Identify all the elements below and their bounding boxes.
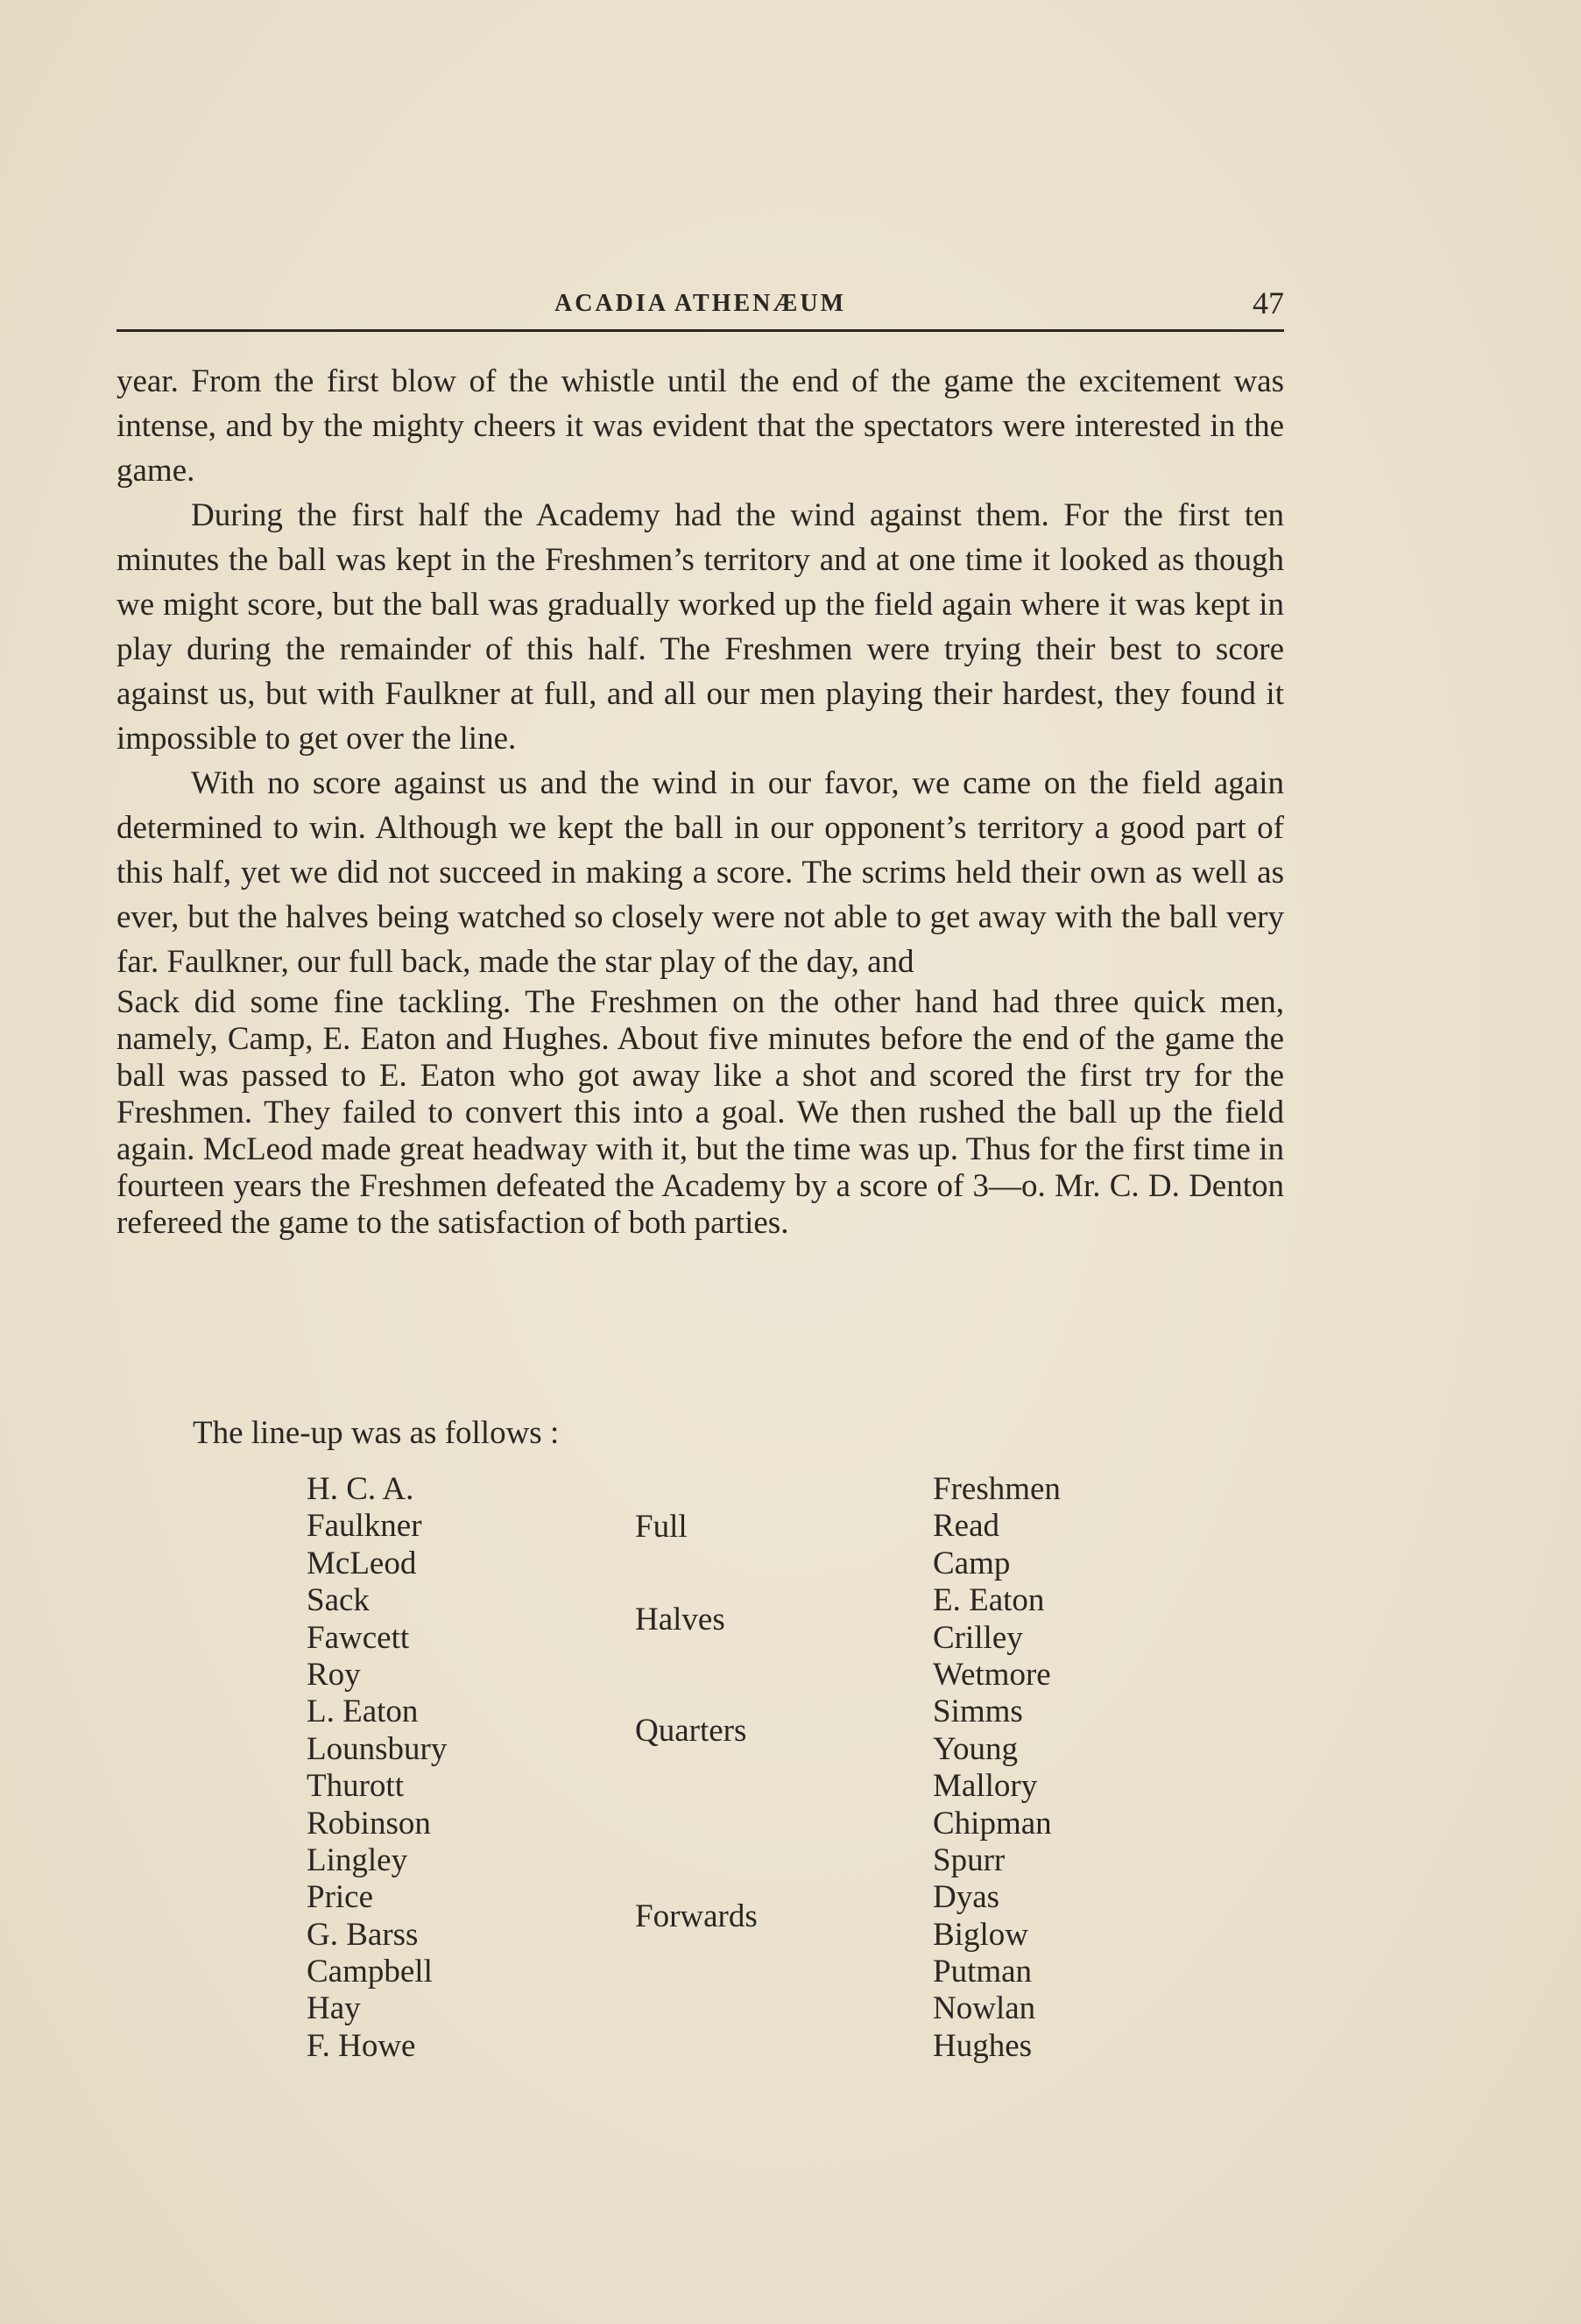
paragraph: Sack did some fine tackling. The Freshmen on the other hand had three quick men, namely, Camp, E. Eaton and Hughes. About five minutes before the end of the game the ball was passed to E. Eaton who got away like a shot and scored the first try for the Freshmen. They failed to convert this into a goal. We then rushed the ball up the field again. McLeod made great headway with it, but the time was up. Thus for the first time in fourteen years the Freshmen defeated the Academy by a score of 3—o. Mr. C. D. Denton refereed the game to the satisfaction of both parties. bbox=[116, 984, 1284, 1241]
away-player: Young bbox=[933, 1730, 1019, 1767]
away-player: Mallory bbox=[933, 1768, 1038, 1805]
position-forwards: Forwards bbox=[635, 1898, 758, 1934]
away-team-column bbox=[933, 1471, 1061, 2065]
away-player: Putman bbox=[933, 1954, 1033, 1990]
position-halves: Halves bbox=[635, 1602, 725, 1637]
home-player: Fawcett bbox=[307, 1619, 410, 1656]
running-head bbox=[116, 285, 1284, 328]
away-player: Crilley bbox=[933, 1619, 1023, 1656]
home-player: Campbell bbox=[307, 1954, 433, 1990]
away-player: Nowlan bbox=[933, 1990, 1036, 2027]
position-quarters: Quarters bbox=[635, 1713, 747, 1749]
home-player: Robinson bbox=[307, 1805, 431, 1842]
home-player: Hay bbox=[307, 1990, 361, 2027]
home-player: Lounsbury bbox=[307, 1730, 448, 1767]
away-player: Chipman bbox=[933, 1805, 1052, 1842]
away-player: Camp bbox=[933, 1545, 1011, 1581]
away-player: Read bbox=[933, 1508, 1000, 1545]
paragraph: year. From the first blow of the whistle until the end of the game the excitement was intense, and by the mighty cheers it was evident that the spectators were interested in the game. bbox=[116, 363, 1284, 489]
paragraph: During the first half the Academy had the wind against them. For the first ten minutes the ball was kept in the Freshmen’s territory and at one time it looked as though we might score, but the ball was gradually worked up the field again where it was kept in play during the remainder of this half. The Freshmen were trying their best to score against us, but with Faulkner at full, and all our men playing their hardest, they found it impossible to get over the line. bbox=[116, 497, 1284, 757]
header-rule bbox=[116, 329, 1284, 332]
position-full: Full bbox=[635, 1509, 688, 1545]
page-number: 47 bbox=[1253, 285, 1284, 320]
away-player: Hughes bbox=[933, 2027, 1033, 2064]
running-title: ACADIA ATHENÆUM bbox=[554, 290, 847, 317]
home-player: Sack bbox=[307, 1582, 370, 1619]
lineup-intro: The line-up was as follows : bbox=[193, 1415, 560, 1451]
home-player: L. Eaton bbox=[307, 1694, 419, 1730]
home-team-header: H. C. A. bbox=[307, 1471, 414, 1507]
away-team-header: Freshmen bbox=[933, 1471, 1061, 1507]
away-player: Simms bbox=[933, 1694, 1023, 1730]
lineup-table bbox=[307, 1471, 1182, 2084]
home-team-column bbox=[307, 1471, 447, 2065]
paragraph: With no score against us and the wind in our favor, we came on the field again determined to win. Although we kept the ball in our opponent’s territory a good part of this half, yet we did not succeed in making a score. The scrims held their own as well as ever, but the halves being watched so closely were not able to get away with the ball very far. Faulkner, our full back, made the star play of the day, and bbox=[116, 765, 1284, 980]
away-player: Wetmore bbox=[933, 1656, 1051, 1693]
away-player: Spurr bbox=[933, 1842, 1006, 1878]
away-player: Biglow bbox=[933, 1916, 1028, 1953]
home-player: Faulkner bbox=[307, 1508, 422, 1545]
home-player: Roy bbox=[307, 1656, 361, 1693]
body-text bbox=[116, 359, 1284, 1242]
away-player: Dyas bbox=[933, 1879, 1000, 1916]
home-player: Thurott bbox=[307, 1768, 404, 1805]
home-player: F. Howe bbox=[307, 2027, 416, 2064]
home-player: Price bbox=[307, 1879, 374, 1916]
home-player: Lingley bbox=[307, 1842, 408, 1878]
home-player: McLeod bbox=[307, 1545, 417, 1581]
home-player: G. Barss bbox=[307, 1916, 419, 1953]
away-player: E. Eaton bbox=[933, 1582, 1045, 1619]
